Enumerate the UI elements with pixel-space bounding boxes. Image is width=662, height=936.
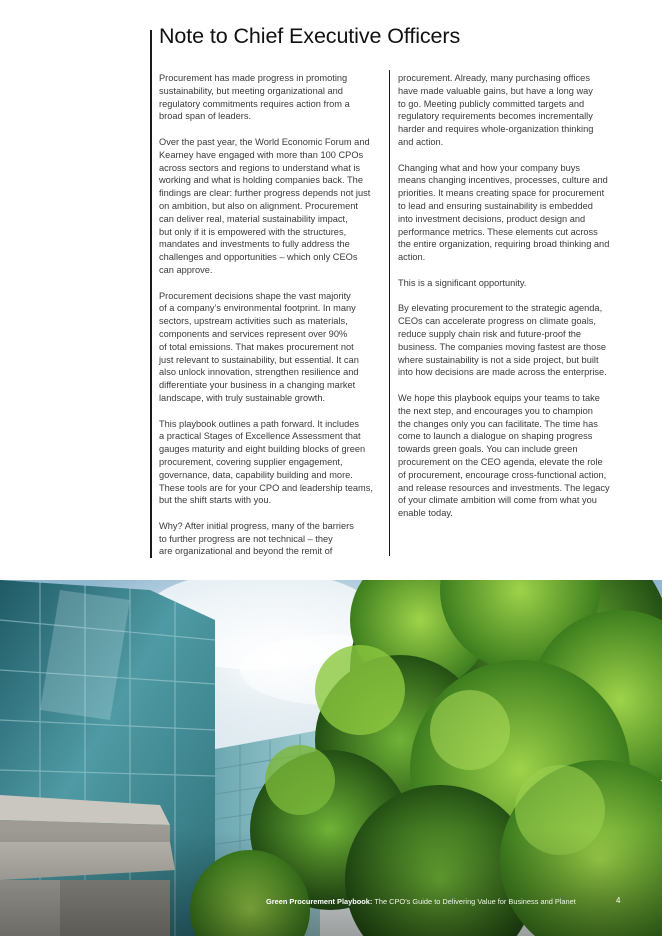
text-line: of a company’s environmental footprint. In many [159,303,356,314]
text-line: Over the past year, the World Economic Forum and [159,136,370,147]
text-line: procurement on the CEO agenda, elevate the role [398,456,603,467]
text-line: come to launch a dialogue on shaping progress [398,431,593,442]
footer-doc-title: Green Procurement Playbook: [266,897,373,906]
right-paragraph-4 [398,302,626,379]
text-line: challenges and opportunities – which only CEOs [159,252,358,263]
text-line: the entire organization, requiring broad thinking and [398,239,610,250]
left-paragraph-1 [159,72,385,123]
text-line: gauges maturity and eight building blocks of green [159,444,366,455]
text-line: to go. Meeting publicly committed targets and [398,98,585,109]
text-line: the changes only you can facilitate. The time has [398,418,598,429]
text-line: procurement. Already, many purchasing offices [398,73,590,83]
text-line: can approve. [159,264,213,275]
text-line: This playbook outlines a path forward. It includes [159,418,360,429]
text-line: sectors, upstream activities such as materials, [159,316,348,327]
right-paragraph-5 [398,392,626,520]
text-line: By elevating procurement to the strategic agenda, [398,303,603,314]
text-line: harder and requires whole-organization thinking [398,124,594,135]
text-line: working and what is holding companies back. The [159,175,363,186]
text-line: can deliver real, material sustainability impact, [159,213,348,224]
text-line: regulatory requirements becomes incrementally [398,111,593,122]
footer-running-title [266,897,576,906]
text-line: action. [398,252,426,263]
text-line: We hope this playbook equips your teams to take [398,392,600,403]
text-line: regulatory commitments requires action from a [159,98,350,109]
right-text-column [398,72,626,533]
page-number: 4 [616,896,621,905]
cover-photo-building-and-tree [0,580,662,936]
text-line: reduce supply chain risk and future-proof the [398,328,582,339]
text-line: Changing what and how your company buys [398,162,581,173]
text-line: priorities. It means creating space for procurement [398,188,605,199]
text-line: to further progress are not technical – they [159,533,333,544]
text-line: also unlock innovation, strengthen resilience and [159,367,359,378]
text-line: but the shift starts with you. [159,495,272,506]
text-line: of procurement, encourage cross-functional action, [398,469,607,480]
text-line: Why? After initial progress, many of the barriers [159,520,354,531]
text-line: on ambition, but also on alignment. Procurement [159,200,358,211]
left-paragraph-4 [159,418,385,508]
text-line: procurement, covering supplier engagement, [159,456,343,467]
text-line: across sectors and regions to understand what is [159,162,361,173]
text-line: but only if it is empowered with the structures, [159,226,347,237]
text-line: differentiate your business in a changing market [159,380,356,391]
left-text-column [159,72,385,571]
text-line: and action. [398,136,444,147]
text-line: where sustainability is not a side project, but built [398,354,599,365]
text-line: landscape, with truly sustainable growth. [159,392,326,403]
text-line: have made valuable gains, but have a long way [398,85,593,96]
text-line: just relevant to sustainability, but essential. It can [159,354,359,365]
text-line: Kearney have engaged with more than 100 CPOs [159,149,364,160]
text-line: components and services represent over 90% [159,328,348,339]
text-line: Procurement has made progress in promoting [159,73,348,83]
text-line: to lead and ensuring sustainability is embedded [398,200,593,211]
text-line: business. The companies moving fastest are those [398,341,607,352]
right-paragraph-3 [398,277,626,290]
text-line: This is a significant opportunity. [398,277,527,288]
text-line: governance, data, capability building and more. [159,469,353,480]
text-line: These tools are for your CPO and leadership teams, [159,482,373,493]
text-line: the next step, and encourages you to champion [398,405,593,416]
text-line: sustainability, but meeting organizational and [159,85,343,96]
text-line: performance metrics. These elements cut across [398,226,598,237]
left-paragraph-2 [159,136,385,277]
text-line: enable today. [398,508,453,519]
column-divider [389,70,390,556]
right-paragraph-2 [398,162,626,264]
text-line: findings are clear: further progress depends not just [159,188,371,199]
text-line: into investment decisions, product design and [398,213,586,224]
text-line: CEOs can accelerate progress on climate goals, [398,316,596,327]
text-line: towards green goals. You can include green [398,444,578,455]
text-line: broad span of leaders. [159,111,252,122]
text-line: and release resources and investments. The legacy [398,482,610,493]
page-title: Note to Chief Executive Officers [159,24,461,48]
text-line: of total emissions. That makes procurement not [159,341,354,352]
text-line: mandates and investments to fully address the [159,239,350,250]
text-line: into how decisions are made across the enterprise. [398,367,607,378]
left-paragraph-3 [159,290,385,405]
left-paragraph-5 [159,520,385,558]
text-line: means changing incentives, processes, culture and [398,175,608,186]
right-paragraph-1 [398,72,626,149]
text-line: Procurement decisions shape the vast majority [159,290,351,301]
title-accent-rule [150,30,152,558]
text-line: are organizational and beyond the remit of [159,546,333,557]
footer-subtitle: The CPO’s Guide to Delivering Value for Business and Planet [374,897,576,906]
text-line: a practical Stages of Excellence Assessment that [159,431,361,442]
text-line: of your climate ambition will come from what you [398,495,597,506]
